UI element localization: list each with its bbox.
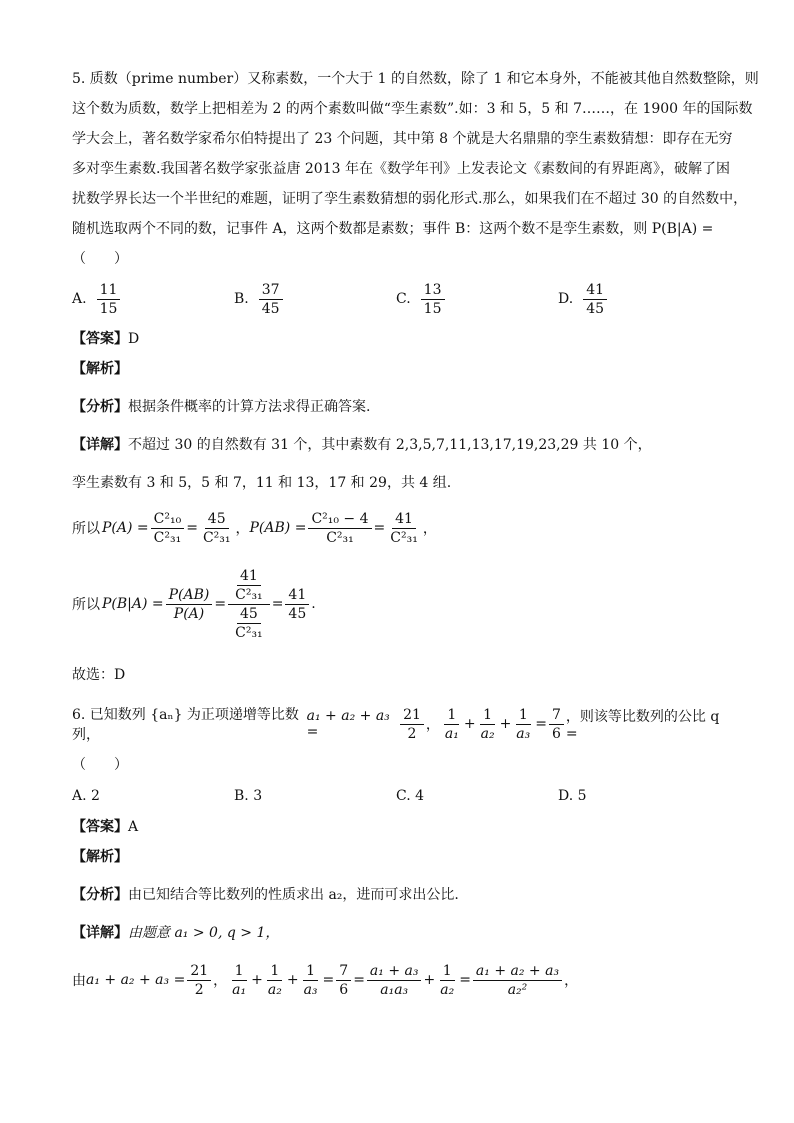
q5-line-1: 5. 质数（prime number）又称素数，一个大于 1 的自然数，除了 1 和它本身外，不能被其他自然数整除，则: [72, 71, 759, 87]
q5-detail-1: 【详解】不超过 30 的自然数有 31 个，其中素数有 2,3,5,7,11,13,17,19,23,29 共 10 个，: [72, 437, 652, 453]
document-page: [72, 64, 759, 1006]
q6-stem: 6. 已知数列 {aₙ} 为正项递增等比数列， a₁ + a₂ + a₃ = $\frac{21}{2}$ ， $\frac{1}{\text{a₁}}$ + $\frac{1}{\text{a₂}}$ + $\frac{1}{\text{a₃}}$ = $\frac{7}{6}$ ，则该等比数列的公比 q =: [72, 706, 720, 743]
q6-answer: 【答案】A: [72, 819, 139, 835]
q5-paren: （ ）: [72, 251, 128, 267]
q5-detail-2: 孪生素数有 3 和 5，5 和 7，11 和 13，17 和 29，共 4 组.: [72, 475, 452, 491]
q6-analysis-label: 【解析】: [72, 849, 128, 865]
option-fraction: $\frac{37}{45}$: [259, 281, 283, 318]
q5-formula-pa: 所以 P(A) = $\frac{\text{C²₁₀}}{\text{C²₃₁}}$ = $\frac{45}{\text{C²₃₁}}$ ， P(AB) = $\frac{\text{C²₁₀ − 4}}{\text{C²₃₁}}$ = $\frac{41}{\text{C²₃₁}}$ ，: [72, 510, 437, 546]
option-fraction: $\frac{41}{45}$: [583, 281, 607, 318]
option-fraction: $\frac{11}{15}$: [97, 281, 121, 318]
q5-line-5: 扰数学界长达一个半世纪的难题，证明了孪生素数猜想的弱化形式.那么，如果我们在不超过 30 的自然数中，: [72, 191, 748, 207]
q6-option-a[interactable]: A. 2: [72, 788, 100, 804]
q5-option-d[interactable]: D. $\frac{41}{45}$: [558, 281, 720, 318]
q5-line-3: 学大会上，著名数学家希尔伯特提出了 23 个问题，其中第 8 个就是大名鼎鼎的孪生素数猜想：即存在无穷: [72, 131, 733, 147]
q5-choose: 故选：D: [72, 667, 126, 683]
q5-line-6: 随机选取两个不同的数，记事件 A，这两个数都是素数；事件 B：这两个数不是孪生素数，则 P(B|A) =: [72, 221, 714, 237]
q5-options: [72, 274, 722, 324]
q5-option-b[interactable]: B. $\frac{37}{45}$: [234, 281, 396, 318]
q6-detail-1: 【详解】由题意 a₁ > 0, q > 1，: [72, 925, 280, 941]
q6-option-c[interactable]: C. 4: [396, 788, 425, 804]
q5-formula-pba: 所以 P(B|A) = $\frac{P(AB)}{P(A)}$ = $\frac{\frac{41}{\text{C²₃₁}}}{\frac{45}{\text{C²₃₁}}}$ = $\frac{41}{45}$ .: [72, 567, 316, 641]
q5-option-c[interactable]: C. $\frac{13}{15}$: [396, 281, 558, 318]
q5-option-a[interactable]: A. $\frac{11}{15}$: [72, 281, 234, 318]
q5-fenxi: 【分析】根据条件概率的计算方法求得正确答案.: [72, 399, 371, 415]
q6-option-b[interactable]: B. 3: [234, 788, 263, 804]
q5-line-2: 这个数为质数，数学上把相差为 2 的两个素数叫做“孪生素数”.如：3 和 5，5 和 7……，在 1900 年的国际数: [72, 101, 753, 117]
q6-options: [72, 780, 722, 812]
q6-formula: 由 a₁ + a₂ + a₃ = $\frac{21}{2}$ ， $\frac{1}{\text{a₁}}$ + $\frac{1}{\text{a₂}}$ + $\frac{1}{\text{a₃}}$ = $\frac{7}{6}$ = $\frac{\text{a₁ + a₃}}{\text{a₁a₃}}$ + $\frac{1}{\text{a₂}}$ = $\frac{\text{a₁ + a₂ + a₃}}{\text{a₂²}}$ ，: [72, 962, 579, 998]
q6-fenxi: 【分析】由已知结合等比数列的性质求出 a₂，进而可求出公比.: [72, 887, 459, 903]
q6-paren: （ ）: [72, 757, 128, 773]
q5-line-4: 多对孪生素数.我国著名数学家张益唐 2013 年在《数学年刊》上发表论文《素数间的有界距离》，破解了困: [72, 161, 730, 177]
q6-option-d[interactable]: D. 5: [558, 788, 587, 804]
q5-analysis-label: 【解析】: [72, 361, 128, 377]
q5-answer: 【答案】D: [72, 331, 140, 347]
option-fraction: $\frac{13}{15}$: [421, 281, 445, 318]
